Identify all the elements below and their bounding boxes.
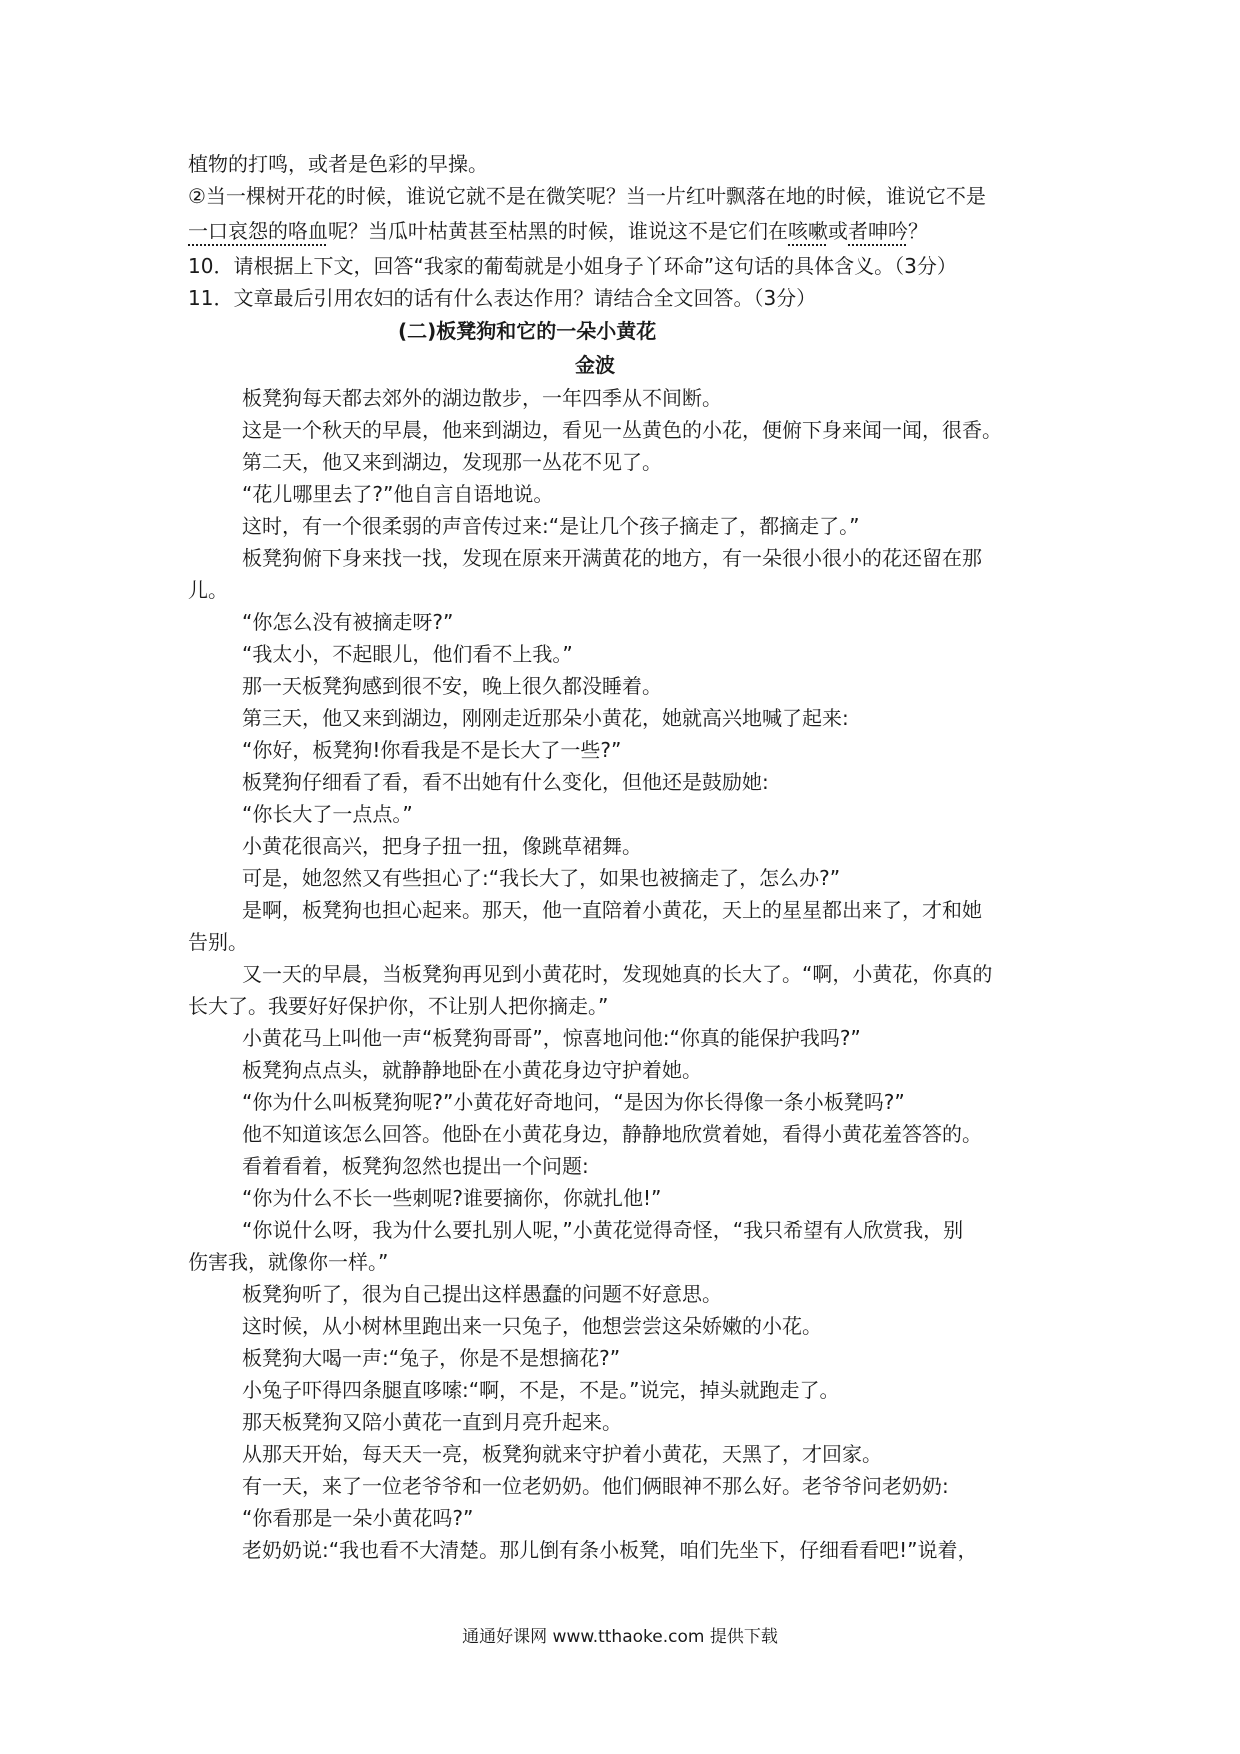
story-line: 板凳狗大喝一声:“兔子，你是不是想摘花?”: [242, 1346, 621, 1370]
story-line: 这时候，从小树林里跑出来一只兔子，他想尝尝这朵娇嫩的小花。: [242, 1314, 822, 1338]
story-line: 从那天开始，每天天一亮，板凳狗就来守护着小黄花，天黑了，才回家。: [242, 1442, 882, 1466]
footer-text: 通通好课网 www.tthaoke.com 提供下载: [462, 1627, 778, 1647]
story-line: “你为什么不长一些刺呢?谁要摘你，你就扎他!”: [242, 1186, 662, 1210]
story-line: 小黄花马上叫他一声“板凳狗哥哥”，惊喜地问他:“你真的能保护我吗?”: [242, 1026, 861, 1050]
emphasis-text: 哀怨的咯血: [228, 219, 328, 243]
question-10: 10．请根据上下文，回答“我家的葡萄就是小姐身子丫环命”这句话的具体含义。（3分）: [188, 254, 957, 278]
story-line: “你为什么叫板凳狗呢?”小黄花好奇地问，“是因为你长得像一条小板凳吗?”: [242, 1090, 905, 1114]
story-line: 告别。: [188, 930, 248, 954]
story-line: 这是一个秋天的早晨，他来到湖边，看见一丛黄色的小花，便俯下身来闻一闻，很香。: [242, 418, 1002, 442]
story-line: “你好，板凳狗!你看我是不是长大了一些?”: [242, 738, 622, 762]
story-line: “你长大了一点点。”: [242, 802, 413, 826]
story-line: 可是，她忽然又有些担心了:“我长大了，如果也被摘走了，怎么办?”: [242, 866, 841, 890]
emphasis-text: 咳嗽: [788, 219, 828, 243]
story-line: 他不知道该怎么回答。他卧在小黄花身边，静静地欣赏着她，看得小黄花羞答答的。: [242, 1122, 982, 1146]
story-line: 长大了。我要好好保护你，不让别人把你摘走。”: [188, 994, 609, 1018]
story-line: 这时，有一个很柔弱的声音传过来:“是让几个孩子摘走了，都摘走了。”: [242, 514, 860, 538]
story-line: 儿。: [188, 578, 228, 602]
document-page: [188, 148, 1068, 1566]
story-line: 又一天的早晨，当板凳狗再见到小黄花时，发现她真的长大了。“啊，小黄花，你真的: [242, 962, 993, 986]
story-line: “你看那是一朵小黄花吗?”: [242, 1506, 474, 1530]
plain-text: 或: [828, 219, 848, 243]
story-body: [188, 382, 1068, 1566]
story-author: 金波: [575, 353, 615, 377]
story-line: 板凳狗点点头，就静静地卧在小黄花身边守护着她。: [242, 1058, 702, 1082]
story-line: 板凳狗俯下身来找一找，发现在原来开满黄花的地方，有一朵很小很小的花还留在那: [242, 546, 982, 570]
paragraph-line-dotted: [188, 212, 1068, 250]
story-line: 老奶奶说:“我也看不大清楚。那儿倒有条小板凳，咱们先坐下，仔细看看吧!”说着，: [242, 1538, 978, 1562]
emphasis-text: 一口: [188, 219, 228, 243]
plain-text: ？: [908, 219, 928, 243]
story-line: 小兔子吓得四条腿直哆嗦:“啊，不是，不是。”说完，掉头就跑走了。: [242, 1378, 840, 1402]
story-title: (二)板凳狗和它的一朵小黄花: [398, 319, 657, 343]
emphasis-text: 者呻吟: [848, 219, 908, 243]
story-line: 是啊，板凳狗也担心起来。那天，他一直陪着小黄花，天上的星星都出来了，才和她: [242, 898, 982, 922]
paragraph-line: ②当一棵树开花的时候，谁说它就不是在微笑呢？当一片红叶飘落在地的时候，谁说它不是: [188, 184, 986, 208]
story-line: “花儿哪里去了?”他自言自语地说。: [242, 482, 554, 506]
plain-text: 呢？当瓜叶枯黄甚至枯黑的时候，谁说这不是它们在: [328, 219, 788, 243]
story-line: “你说什么呀，我为什么要扎别人呢，”小黄花觉得奇怪，“我只希望有人欣赏我，别: [242, 1218, 964, 1242]
story-line: 小黄花很高兴，把身子扭一扭，像跳草裙舞。: [242, 834, 642, 858]
story-line: 看着看着，板凳狗忽然也提出一个问题:: [242, 1154, 589, 1178]
story-line: 那一天板凳狗感到很不安，晚上很久都没睡着。: [242, 674, 662, 698]
story-line: 那天板凳狗又陪小黄花一直到月亮升起来。: [242, 1410, 622, 1434]
story-line: 板凳狗每天都去郊外的湖边散步，一年四季从不间断。: [242, 386, 722, 410]
question-11: 11．文章最后引用农妇的话有什么表达作用？请结合全文回答。（3分）: [188, 286, 817, 310]
story-line: 有一天，来了一位老爷爷和一位老奶奶。他们俩眼神不那么好。老爷爷问老奶奶:: [242, 1474, 949, 1498]
story-line: “我太小，不起眼儿，他们看不上我。”: [242, 642, 573, 666]
story-line: 第三天，他又来到湖边，刚刚走近那朵小黄花，她就高兴地喊了起来:: [242, 706, 849, 730]
story-line: 伤害我，就像你一样。”: [188, 1250, 389, 1274]
story-line: 板凳狗仔细看了看，看不出她有什么变化，但他还是鼓励她:: [242, 770, 769, 794]
story-line: 第二天，他又来到湖边，发现那一丛花不见了。: [242, 450, 662, 474]
paragraph-line: 植物的打鸣，或者是色彩的早操。: [188, 152, 488, 176]
story-line: “你怎么没有被摘走呀?”: [242, 610, 454, 634]
story-line: 板凳狗听了，很为自己提出这样愚蠢的问题不好意思。: [242, 1282, 722, 1306]
